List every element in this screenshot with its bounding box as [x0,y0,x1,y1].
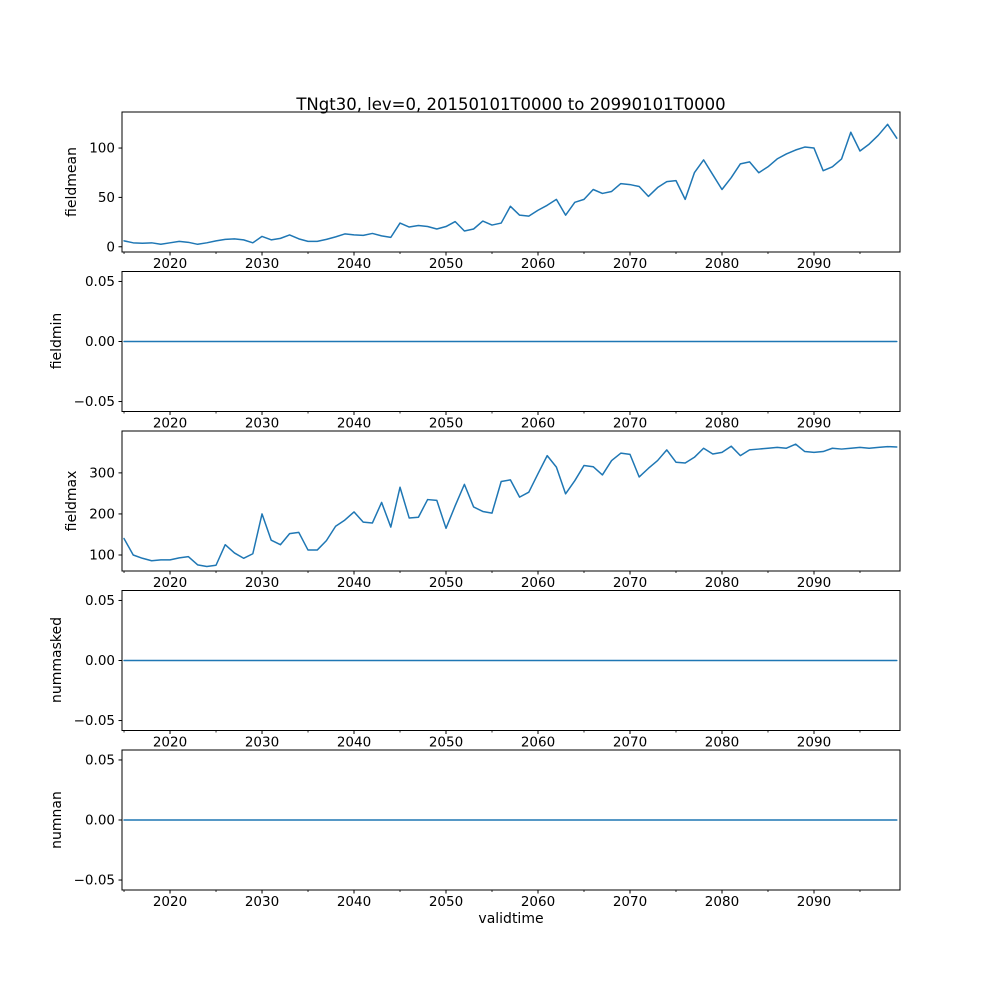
x-tick-label: 2020 [152,415,188,432]
x-tick-label: 2020 [152,575,188,591]
y-tick-label: 100 [89,140,115,157]
y-tick-label: 0.05 [84,273,115,290]
x-axis-label: validtime [478,911,544,927]
y-tick-label: 0.00 [84,334,115,350]
x-tick-label: 2060 [520,575,556,591]
x-tick-label: 2020 [152,894,188,910]
x-tick-label: 2040 [336,575,372,591]
x-tick-label: 2080 [704,575,740,591]
x-tick-label: 2050 [428,894,464,910]
x-tick-label: 2060 [520,734,556,751]
x-tick-label: 2080 [704,256,740,272]
x-tick-label: 2070 [612,894,648,910]
y-tick-label: 200 [89,506,115,523]
y-tick-label: 50 [97,189,115,206]
series-line-fieldmean [124,124,897,244]
x-tick-label: 2050 [428,575,464,591]
x-tick-label: 2020 [152,256,188,272]
x-tick-label: 2050 [428,734,464,751]
y-axis-label-fieldmean: fieldmean [64,147,80,217]
x-tick-label: 2090 [796,415,832,432]
x-tick-label: 2070 [612,734,648,751]
series-line-fieldmax [124,444,897,566]
y-tick-label: 0.00 [84,812,115,829]
axes-frame-fieldmax [122,431,900,571]
x-tick-label: 2060 [520,415,556,432]
x-tick-label: 2030 [244,734,280,751]
y-axis-label-nummasked: nummasked [49,616,65,704]
y-axis-label-fieldmax: fieldmax [64,470,80,532]
x-tick-label: 2040 [336,894,372,910]
y-axis-label-numnan: numnan [49,791,65,849]
x-tick-label: 2030 [244,256,280,272]
x-tick-label: 2060 [520,894,556,910]
x-tick-label: 2040 [336,734,372,751]
y-tick-label: 300 [89,465,115,482]
y-tick-label: 0 [106,239,115,256]
y-tick-label: −0.05 [73,713,115,730]
x-tick-label: 2060 [520,256,556,272]
x-tick-label: 2090 [796,575,832,591]
x-tick-label: 2050 [428,415,464,432]
axes-frame-fieldmean [122,112,900,252]
y-tick-label: 100 [89,547,115,564]
x-tick-label: 2080 [704,415,740,432]
x-tick-label: 2070 [612,256,648,272]
x-tick-label: 2050 [428,256,464,272]
x-tick-label: 2090 [796,734,832,751]
x-tick-label: 2040 [336,415,372,432]
x-tick-label: 2080 [704,894,740,910]
y-tick-label: 0.05 [84,592,115,609]
figure-title: TNgt30, lev=0, 20150101T0000 to 20990101T0000 [296,95,726,114]
x-tick-label: 2090 [796,256,832,272]
x-tick-label: 2030 [244,415,280,432]
x-tick-label: 2030 [244,894,280,910]
y-tick-label: −0.05 [73,394,115,411]
x-tick-label: 2030 [244,575,280,591]
x-tick-label: 2020 [152,734,188,751]
y-tick-label: 0.05 [84,752,115,769]
x-tick-label: 2070 [612,575,648,591]
x-tick-label: 2070 [612,415,648,432]
y-axis-label-fieldmin: fieldmin [49,312,65,370]
y-tick-label: −0.05 [73,872,115,889]
x-tick-label: 2080 [704,734,740,751]
x-tick-label: 2040 [336,256,372,272]
y-tick-label: 0.00 [84,653,115,669]
x-tick-label: 2090 [796,894,832,910]
